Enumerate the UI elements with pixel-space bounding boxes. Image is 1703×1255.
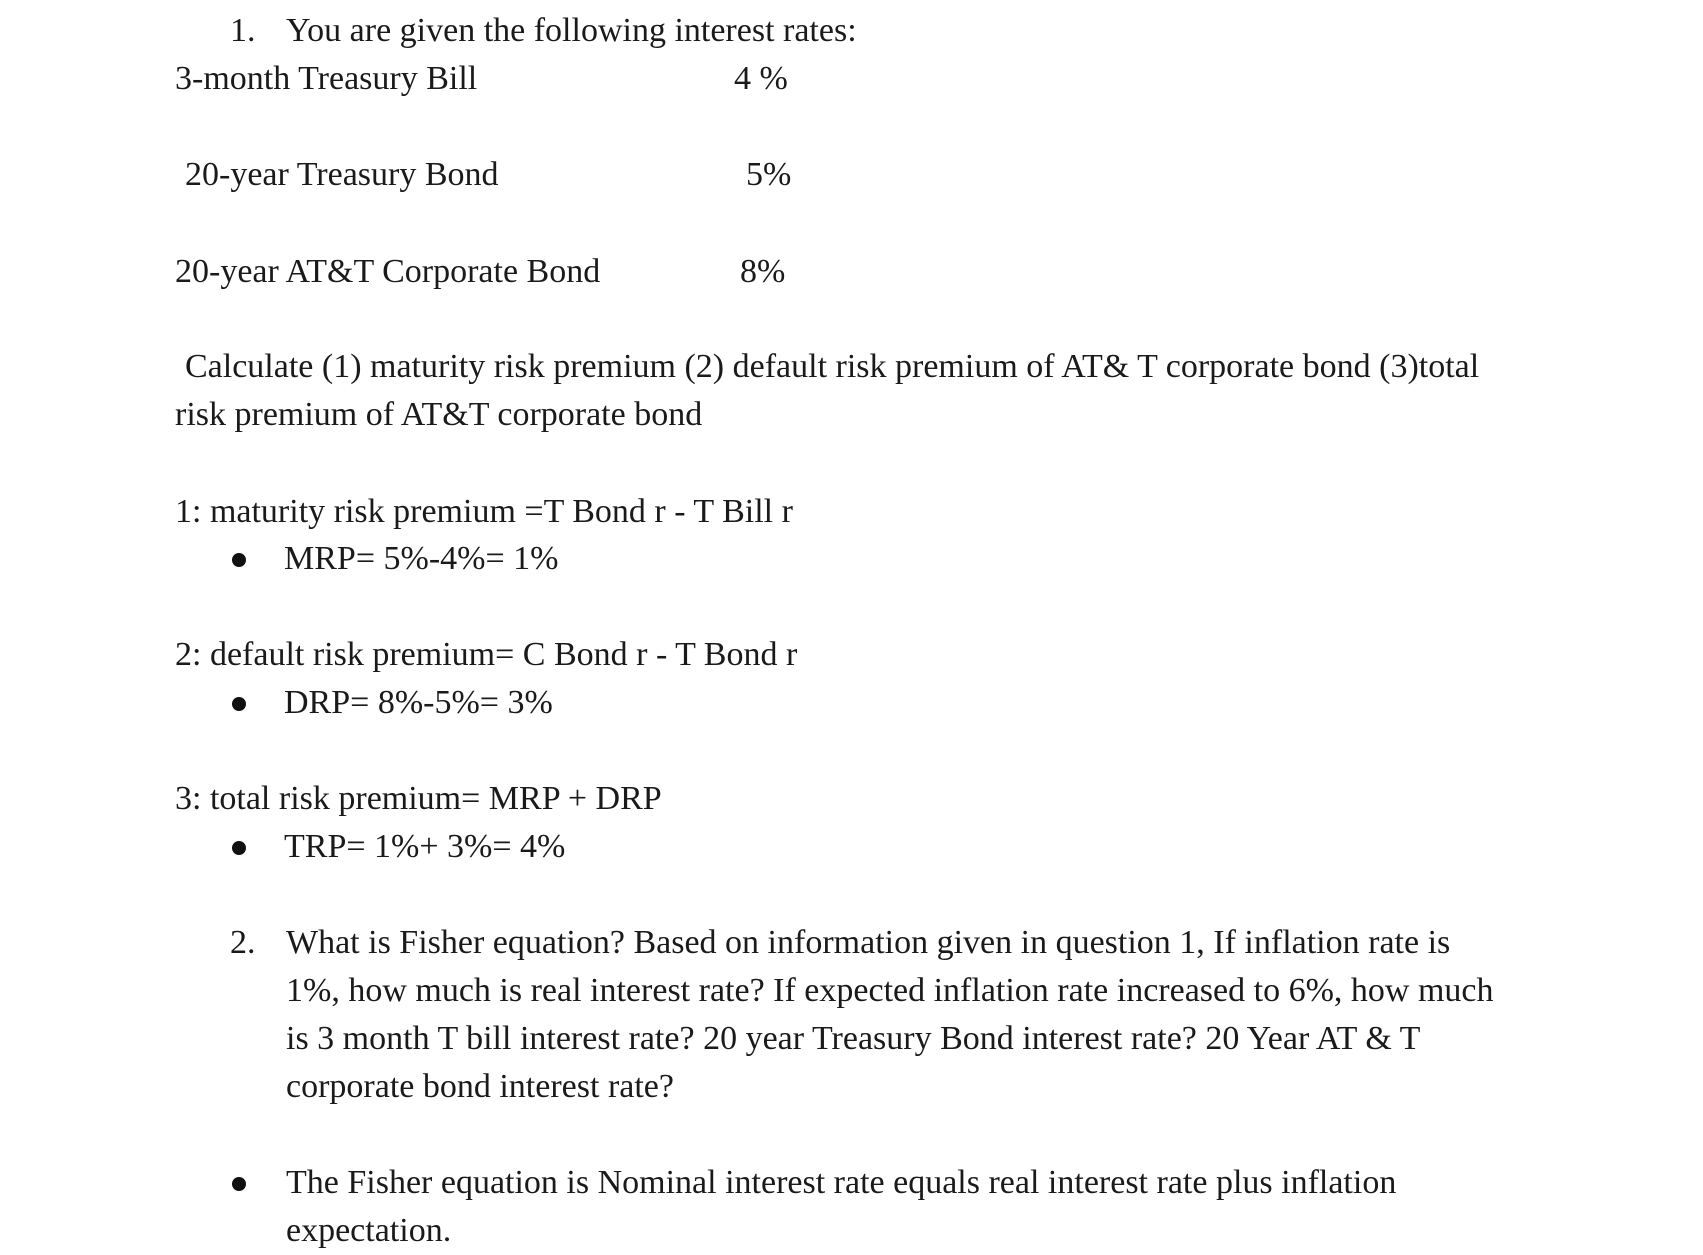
bullet-icon (232, 1177, 246, 1191)
question-1-prompt-line-1: Calculate (1) maturity risk premium (2) default risk premium of AT& T corporate bond (3)total (185, 348, 1480, 385)
question-2-line-2: 1%, how much is real interest rate? If expected inflation rate increased to 6%, how much (286, 972, 1494, 1009)
rate-label-tbond: 20-year Treasury Bond (185, 156, 499, 193)
rate-value-tbond: 5% (746, 156, 792, 193)
answer-3-heading: 3: total risk premium= MRP + DRP (175, 780, 662, 817)
rate-value-tbill: 4 % (734, 60, 788, 97)
question-2-line-1: What is Fisher equation? Based on information given in question 1, If inflation rate is (286, 924, 1451, 961)
answer-2-bullet: DRP= 8%-5%= 3% (284, 684, 553, 721)
question-2-number: 2. (230, 924, 256, 961)
bullet-icon (232, 841, 246, 855)
rate-label-corporate-bond: 20-year AT&T Corporate Bond (175, 253, 601, 290)
bullet-icon (232, 697, 246, 711)
answer-3-bullet: TRP= 1%+ 3%= 4% (284, 828, 566, 865)
bullet-icon (232, 553, 246, 567)
fisher-answer-line-2: expectation. (286, 1212, 452, 1249)
answer-1-heading: 1: maturity risk premium =T Bond r - T Bill r (175, 493, 793, 530)
question-1-intro: You are given the following interest rates: (286, 12, 857, 49)
answer-2-heading: 2: default risk premium= C Bond r - T Bond r (175, 636, 798, 673)
fisher-answer-line-1: The Fisher equation is Nominal interest rate equals real interest rate plus inflation (286, 1164, 1397, 1201)
rate-label-tbill: 3-month Treasury Bill (175, 60, 478, 97)
rate-value-corporate-bond: 8% (740, 253, 786, 290)
question-1-prompt-line-2: risk premium of AT&T corporate bond (175, 396, 703, 433)
answer-1-bullet: MRP= 5%-4%= 1% (284, 540, 559, 577)
question-2-line-4: corporate bond interest rate? (286, 1068, 674, 1105)
question-2-line-3: is 3 month T bill interest rate? 20 year Treasury Bond interest rate? 20 Year AT & T (286, 1020, 1421, 1057)
question-1-number: 1. (230, 12, 256, 49)
